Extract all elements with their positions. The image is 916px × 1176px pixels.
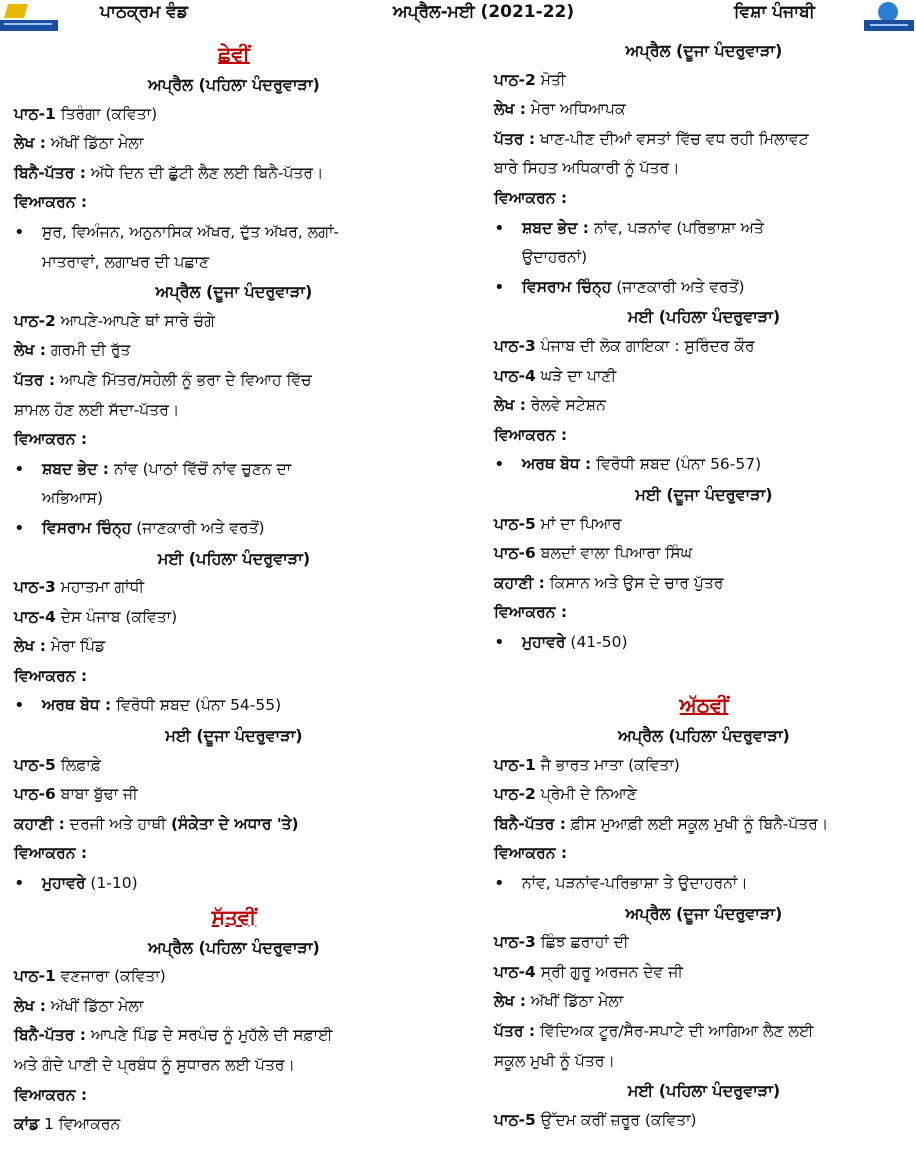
line-label: ਪਾਠ-1 (14, 967, 56, 986)
line-label: ਬਿਨੈ-ਪੱਤਰ : (14, 163, 86, 182)
syllabus-line (494, 539, 914, 569)
syllabus-line-continuation (494, 154, 914, 184)
grade-heading (14, 36, 454, 70)
bullet-continuation (14, 248, 454, 278)
line-label: ਪਾਠ-1 (14, 104, 56, 123)
line-text: ਸ੍ਰੀ ਗੁਰੂ ਅਰਜਨ ਦੇਵ ਜੀ (535, 962, 683, 981)
fortnight-heading (14, 544, 454, 574)
line-text: ਸਕੂਲ ਮੁਖੀ ਨੂੰ ਪੱਤਰ। (494, 1051, 615, 1070)
line-text: ਮਈ (ਪਹਿਲਾ ਪੰਦਰੁਵਾੜਾ) (157, 548, 311, 568)
line-text: ਵਿਆਕਰਨ : (14, 430, 88, 449)
syllabus-line (14, 336, 454, 366)
spacer (494, 657, 914, 687)
line-label: ਲੇਖ : (494, 992, 526, 1011)
line-note: (ਸੰਕੇਤਾ ਦੇ ਅਧਾਰ 'ਤੇ) (170, 814, 299, 833)
subject-label: ਵਿਸ਼ਾ ਪੰਜਾਬੀ (734, 2, 815, 22)
line-text: ਮਈ (ਪਹਿਲਾ ਪੰਦਰੁਵਾੜਾ) (627, 307, 781, 327)
line-label: ਪੱਤਰ : (14, 370, 56, 389)
line-text: ਵਿਆਕਰਨ : (494, 425, 568, 444)
line-text: ਮਈ (ਦੂਜਾ ਪੰਦਰੁਵਾੜਾ) (635, 484, 773, 504)
syllabus-line (14, 992, 454, 1022)
bullet-item (494, 214, 914, 244)
line-label: ਬਿਨੈ-ਪੱਤਰ : (494, 814, 566, 833)
line-label: ਪਾਠ-4 (494, 366, 536, 385)
bullet-item (14, 514, 454, 544)
line-text: ਅੱਧੇ ਦਿਨ ਦੀ ਛੁੱਟੀ ਲੈਣ ਲਈ ਬਿਨੈ-ਪੱਤਰ। (85, 163, 324, 182)
syllabus-line (494, 332, 914, 362)
line-label: ਅਰਥ ਬੋਧ : (522, 455, 592, 474)
line-text: (41-50) (565, 632, 628, 651)
line-text: ਮਈ (ਦੂਜਾ ਪੰਦਰੁਵਾੜਾ) (165, 726, 303, 746)
line-text: ਵਿਰੋਧੀ ਸ਼ਬਦ (ਪੰਨਾ 54-55) (111, 696, 282, 715)
line-text: ਨਾਂਵ, ਪੜਨਾਂਵ-ਪਰਿਭਾਸ਼ਾ ਤੇ ਉਦਾਹਰਨਾਂ। (522, 874, 748, 893)
line-text: ਤਿਰੰਗਾ (ਕਵਿਤਾ) (55, 104, 158, 123)
line-label: ਲੇਖ : (14, 637, 46, 656)
line-text: ਵਿਆਕਰਨ : (494, 603, 568, 622)
line-text: ਵਿਆਕਰਨ : (494, 844, 568, 863)
line-text: ਬਲਦਾਂ ਵਾਲਾ ਪਿਆਰਾ ਸਿੰਘ (535, 544, 693, 563)
line-text: ਰੇਲਵੇ ਸਟੇਸ਼ਨ (525, 396, 606, 415)
line-text: ਖਾਣ-ਪੀਣ ਦੀਆਂ ਵਸਤਾਂ ਵਿੱਚ ਵਧ ਰਹੀ ਮਿਲਾਵਟ (535, 129, 809, 148)
line-label: ਪਾਠ-3 (494, 336, 536, 355)
line-text: ਸੁਰ, ਵਿਅੰਜਨ, ਅਨੁਨਾਸਿਕ ਅੱਖਰ, ਦੁੱਤ ਅੱਖਰ, ਲਗਾਂ- (42, 222, 340, 241)
line-label: ਸ਼ਬਦ ਭੇਦ : (522, 218, 590, 237)
line-text: ਨਾਂਵ (ਪਾਠਾਂ ਵਿੱਚੋਂ ਨਾਂਵ ਚੁਣਨ ਦਾ (109, 459, 292, 478)
page-header (0, 0, 916, 28)
syllabus-division-label: ਪਾਠਕ੍ਰਮ ਵੰਡ (100, 2, 188, 22)
right-column (494, 36, 914, 1135)
syllabus-line (494, 810, 914, 840)
line-label: ਪਾਠ-6 (14, 785, 56, 804)
line-text: ਮਈ (ਪਹਿਲਾ ਪੰਦਰੁਵਾੜਾ) (627, 1081, 781, 1101)
line-text: ਆਪਣੇ ਪਿੰਡ ਦੇ ਸਰਪੰਚ ਨੂੰ ਮੁਹੱਲੇ ਦੀ ਸਫ਼ਾਈ (85, 1026, 333, 1045)
syllabus-line-continuation (14, 1051, 454, 1081)
syllabus-line (14, 603, 454, 633)
bullet-item (494, 273, 914, 303)
syllabus-line (494, 125, 914, 155)
bullet-item (494, 450, 914, 480)
line-text: ਪੰਜਾਬ ਦੀ ਲੋਕ ਗਾਇਕਾ : ਸੁਰਿੰਦਰ ਕੌਰ (535, 336, 755, 355)
line-label: ਪਾਠ-4 (494, 962, 536, 981)
line-text: ਫ਼ੀਸ ਮੁਆਫ਼ੀ ਲਈ ਸਕੂਲ ਮੁਖੀ ਨੂੰ ਬਿਨੈ-ਪੱਤਰ। (565, 814, 829, 833)
line-label: ਮੁਹਾਵਰੇ (522, 632, 566, 651)
syllabus-line (14, 1021, 454, 1051)
line-text: ਛਿੰਝ ਛਰਾਹਾਂ ਦੀ (535, 933, 629, 952)
line-label: ਲੇਖ : (494, 396, 526, 415)
syllabus-line (494, 958, 914, 988)
syllabus-line (14, 159, 454, 189)
line-text: ਬਾਬਾ ਬੁੱਢਾ ਜੀ (55, 785, 138, 804)
grammar-heading (14, 839, 454, 869)
line-label: ਪਾਠ-6 (494, 544, 536, 563)
syllabus-line (494, 95, 914, 125)
bullet-item (14, 455, 454, 485)
line-text: ਅਪ੍ਰੈਲ (ਪਹਿਲਾ ਪੰਦਰੁਵਾੜਾ) (618, 726, 790, 746)
grade-heading (494, 687, 914, 721)
line-label: ਪੱਤਰ : (494, 1022, 536, 1040)
line-text: ਵਿਆਕਰਨ : (14, 1085, 88, 1104)
line-text: ਛੇਵੀਂ (218, 42, 250, 66)
line-label: ਬਿਨੈ-ਪੱਤਰ : (14, 1026, 86, 1045)
syllabus-line (494, 510, 914, 540)
syllabus-line (14, 100, 454, 130)
session-label: ਅਪ੍ਰੈਲ-ਮਈ (2021-22) (393, 2, 575, 22)
syllabus-line (14, 307, 454, 337)
fortnight-heading (14, 70, 454, 100)
line-text: ਅਪ੍ਰੈਲ (ਪਹਿਲਾ ਪੰਦਰੁਵਾੜਾ) (148, 75, 320, 94)
syllabus-line (494, 362, 914, 392)
grade-heading (14, 899, 454, 933)
bullet-item (494, 869, 914, 899)
line-text: ਸ਼ਾਮਲ ਹੋਣ ਲਈ ਸੱਦਾ-ਪੱਤਰ। (14, 400, 180, 419)
line-label: ਸ਼ਬਦ ਭੇਦ : (42, 459, 110, 478)
syllabus-line (494, 569, 914, 599)
line-label: ਪੱਤਰ : (494, 129, 536, 148)
line-text: ਮਹਾਤਮਾ ਗਾਂਧੀ (55, 578, 145, 597)
fortnight-heading (494, 1076, 914, 1106)
line-label: ਲੇਖ : (14, 134, 46, 153)
fortnight-heading (494, 302, 914, 332)
syllabus-line (14, 962, 454, 992)
line-label: ਪਾਠ-5 (14, 755, 56, 774)
line-text: ਅੱਠਵੀਂ (679, 693, 729, 718)
line-label: ਕਹਾਣੀ : (14, 814, 65, 833)
line-text: ਮੇਰਾ ਪਿੰਡ (45, 637, 106, 656)
syllabus-line (494, 1106, 914, 1136)
line-text: (ਜਾਣਕਾਰੀ ਅਤੇ ਵਰਤੋਂ) (131, 518, 265, 537)
line-label: ਪਾਠ-1 (494, 755, 536, 774)
syllabus-line-continuation (494, 1047, 914, 1077)
bullet-continuation (494, 243, 914, 273)
fortnight-heading (494, 36, 914, 66)
syllabus-line (494, 928, 914, 958)
syllabus-line (494, 1017, 914, 1047)
syllabus-line (14, 1110, 454, 1140)
syllabus-line (494, 987, 914, 1017)
line-text: ਅਪ੍ਰੈਲ (ਦੂਜਾ ਪੰਦਰੁਵਾੜਾ) (625, 41, 783, 60)
syllabus-line (14, 751, 454, 781)
line-text: ਅੱਖੀਂ ਡਿੱਠਾ ਮੇਲਾ (525, 992, 624, 1011)
line-text: ਅਪ੍ਰੈਲ (ਪਹਿਲਾ ਪੰਦਰੁਵਾੜਾ) (148, 937, 320, 957)
line-text: ਵਿਆਕਰਨ : (494, 188, 568, 207)
line-text: ਵਿਆਕਰਨ : (14, 666, 88, 685)
left-column (14, 36, 454, 1140)
line-text: ਦੇਸ ਪੰਜਾਬ (ਕਵਿਤਾ) (55, 607, 178, 626)
line-label: ਪਾਠ-5 (494, 514, 536, 533)
line-text: ਬਾਰੇ ਸਿਹਤ ਅਧਿਕਾਰੀ ਨੂੰ ਪੱਤਰ। (494, 159, 680, 178)
grammar-heading (494, 421, 914, 451)
syllabus-line-continuation (14, 396, 454, 426)
line-text: ਕਿਸਾਨ ਅਤੇ ਉਸ ਦੇ ਚਾਰ ਪੁੱਤਰ (544, 573, 724, 592)
bullet-item (14, 691, 454, 721)
line-label: ਪਾਠ-4 (14, 607, 56, 626)
fortnight-heading (14, 721, 454, 751)
syllabus-line (14, 632, 454, 662)
grammar-heading (14, 662, 454, 692)
bullet-item (14, 869, 454, 899)
line-text: 1 ਵਿਆਕਰਨ (39, 1115, 121, 1134)
line-text: ਅਤੇ ਗੰਦੇ ਪਾਣੀ ਦੇ ਪ੍ਰਬੰਧ ਨੂੰ ਸੁਧਾਰਨ ਲਈ ਪੱਤਰ। (14, 1056, 295, 1074)
line-text: ਆਪਣੇ ਮਿੱਤਰ/ਸਹੇਲੀ ਨੂੰ ਭਰਾ ਦੇ ਵਿਆਹ ਵਿੱਚ (55, 370, 312, 389)
line-label: ਮੁਹਾਵਰੇ (42, 874, 86, 893)
grammar-heading (494, 184, 914, 214)
line-text: ਮੇਰਾ ਅਧਿਆਪਕ (525, 100, 626, 119)
line-text: ਦਰਜੀ ਅਤੇ ਹਾਥੀ (64, 814, 171, 833)
grammar-heading (494, 598, 914, 628)
line-text: ਜੈ ਭਾਰਤ ਮਾਤਾ (ਕਵਿਤਾ) (535, 755, 680, 774)
line-label: ਪਾਠ-3 (14, 578, 56, 597)
line-text: ਘੜੇ ਦਾ ਪਾਣੀ (535, 366, 617, 385)
line-label: ਅਰਥ ਬੋਧ : (42, 696, 112, 715)
line-label: ਕਹਾਣੀ : (494, 573, 545, 592)
grammar-heading (14, 425, 454, 455)
line-text: ਆਪਣੇ-ਆਪਣੇ ਥਾਂ ਸਾਰੇ ਚੰਗੇ (55, 311, 215, 330)
syllabus-line (14, 780, 454, 810)
line-label: ਲੇਖ : (494, 100, 526, 119)
line-text: ਵਣਜਾਰਾ (ਕਵਿਤਾ) (55, 967, 166, 986)
line-text: ਮਾਂ ਦਾ ਪਿਆਰ (535, 514, 622, 533)
fortnight-heading (14, 933, 454, 963)
line-text: ਮੋਤੀ (535, 70, 566, 89)
fortnight-heading (494, 480, 914, 510)
line-label: ਪਾਠ-2 (494, 785, 536, 804)
bullet-item (494, 628, 914, 658)
line-label: ਲੇਖ : (14, 996, 46, 1015)
grammar-heading (494, 839, 914, 869)
line-text: ਉਦਾਹਰਨਾਂ) (522, 248, 588, 267)
syllabus-line (14, 129, 454, 159)
bullet-continuation (14, 484, 454, 514)
line-text: ਲਿਫ਼ਾਫ਼ੇ (55, 755, 102, 774)
line-text: ਵਿੱਦਿਅਕ ਟੂਰ/ਸੈਰ-ਸਪਾਟੇ ਦੀ ਆਗਿਆ ਲੈਣ ਲਈ (535, 1022, 814, 1040)
line-text: ਵਿਆਕਰਨ : (14, 193, 88, 212)
line-text: ਅੱਖੀਂ ਡਿੱਠਾ ਮੇਲਾ (45, 996, 144, 1015)
line-text: ਸੱਤਵੀਂ (211, 904, 257, 929)
bullet-item (14, 218, 454, 248)
line-text: ਅਪ੍ਰੈਲ (ਦੂਜਾ ਪੰਦਰੁਵਾੜਾ) (155, 282, 313, 302)
grammar-heading (14, 188, 454, 218)
line-text: ਅਪ੍ਰੈਲ (ਦੂਜਾ ਪੰਦਰੁਵਾੜਾ) (625, 903, 783, 923)
fortnight-heading (494, 899, 914, 929)
syllabus-line (14, 366, 454, 396)
line-label: ਪਾਠ-2 (14, 311, 56, 330)
grammar-heading (14, 1081, 454, 1111)
line-text: ਗਰਮੀ ਦੀ ਰੁੱਤ (45, 341, 131, 360)
line-label: ਕਾਂਡ (14, 1115, 40, 1134)
line-text: (1-10) (85, 874, 138, 893)
line-text: (ਜਾਣਕਾਰੀ ਅਤੇ ਵਰਤੋਂ) (611, 277, 745, 296)
syllabus-line (14, 573, 454, 603)
line-text: ਵਿਰੋਧੀ ਸ਼ਬਦ (ਪੰਨਾ 56-57) (591, 455, 762, 474)
syllabus-line (14, 810, 454, 840)
line-text: ਅੱਖੀਂ ਡਿੱਠਾ ਮੇਲਾ (45, 134, 144, 153)
line-label: ਪਾਠ-5 (494, 1110, 536, 1129)
line-text: ਉੱਦਮ ਕਰੀਂ ਜ਼ਰੂਰ (ਕਵਿਤਾ) (535, 1110, 697, 1129)
fortnight-heading (494, 721, 914, 751)
line-label: ਪਾਠ-3 (494, 933, 536, 952)
line-text: ਪ੍ਰੇਮੀ ਦੇ ਨਿਆਣੇ (535, 785, 637, 804)
syllabus-line (494, 751, 914, 781)
fortnight-heading (14, 277, 454, 307)
syllabus-line (494, 391, 914, 421)
syllabus-line (494, 780, 914, 810)
line-label: ਵਿਸਰਾਮ ਚਿੰਨ੍ਹ (42, 518, 132, 537)
line-label: ਪਾਠ-2 (494, 70, 536, 89)
line-text: ਅਭਿਆਸ) (42, 489, 104, 508)
line-text: ਵਿਆਕਰਨ : (14, 844, 88, 863)
line-label: ਲੇਖ : (14, 341, 46, 360)
line-text: ਨਾਂਵ, ਪੜਨਾਂਵ (ਪਰਿਭਾਸ਼ਾ ਅਤੇ (589, 218, 764, 237)
line-text: ਮਾਤਰਾਵਾਂ, ਲਗਾਖਰ ਦੀ ਪਛਾਣ (42, 252, 210, 271)
line-label: ਵਿਸਰਾਮ ਚਿੰਨ੍ਹ (522, 277, 612, 296)
syllabus-line (494, 66, 914, 96)
